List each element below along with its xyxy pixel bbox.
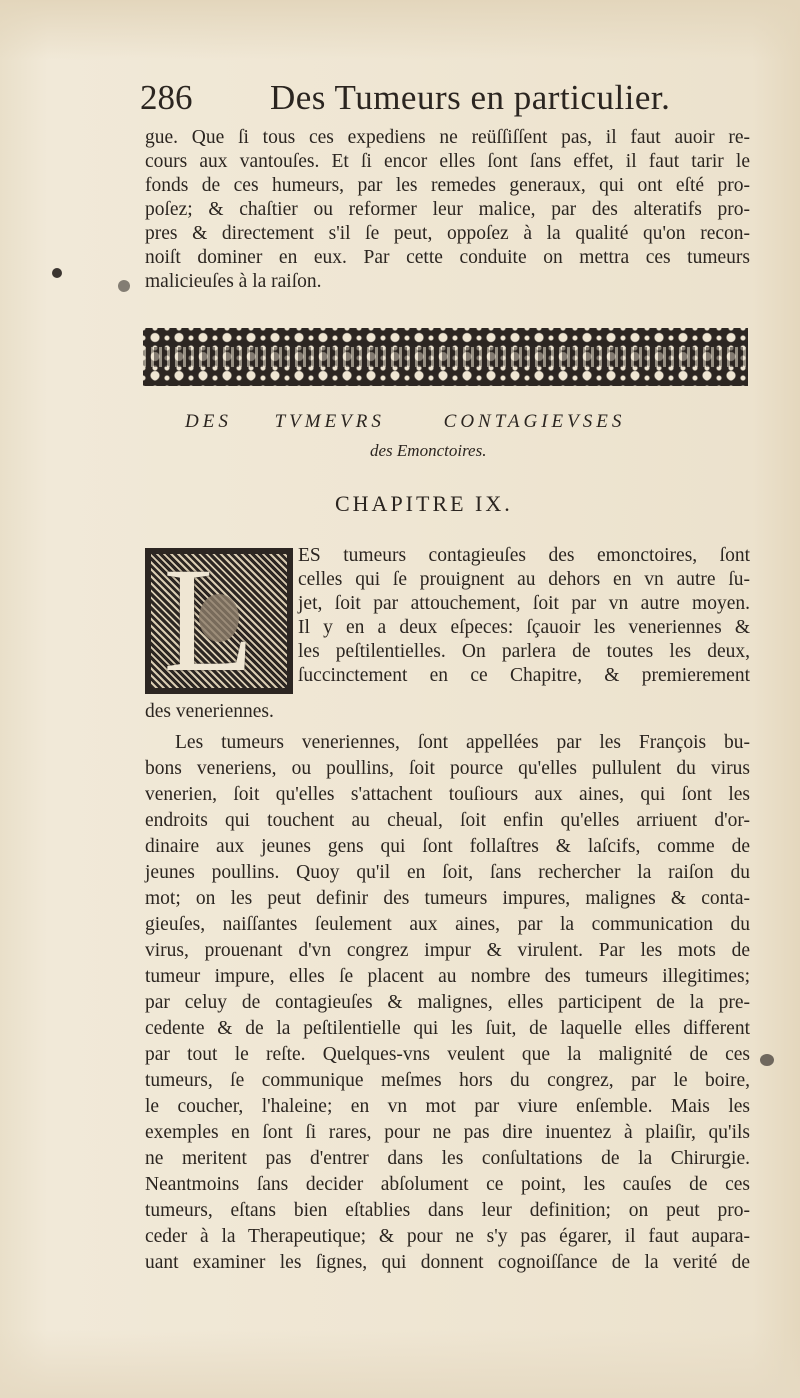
text-line: celles qui ſe prouignent au dehors en vn autre ſu- bbox=[298, 569, 750, 590]
margin-ink-spot bbox=[52, 268, 62, 278]
text-line: Il y en a deux eſpeces: ſçauoir les veneriennes & bbox=[298, 617, 750, 638]
text-line: jeunes poullins. Quoy qu'il en ſoit, ſans rechercher la raiſon du bbox=[145, 862, 750, 883]
page-top-stain bbox=[0, 0, 800, 60]
running-header bbox=[140, 75, 750, 121]
text-line: ne meritent pas d'entrer dans les conſultations de la Chirurgie. bbox=[145, 1148, 750, 1169]
text-line: cours aux vantouſes. Et ſi encor elles ſont ſans effet, il faut tarir le bbox=[145, 151, 750, 172]
text-line: mot; on les peut definir des tumeurs impures, malignes & conta- bbox=[145, 888, 750, 909]
section-title-word: TVMEVRS bbox=[274, 411, 385, 432]
section-title-word: CONTAGIEVSES bbox=[443, 411, 626, 432]
text-line: tumeurs, ſe communique meſmes hors du congrez, par le boire, bbox=[145, 1070, 750, 1091]
text-line: ceder à la Therapeutique; & pour ne s'y pas égarer, il faut aupara- bbox=[145, 1226, 750, 1247]
text-line: tumeurs, eſtans bien eſtablies dans leur definition; on peut pro- bbox=[145, 1200, 750, 1221]
text-line: par tout le reſte. Quelques-vns veulent que la malignité de ces bbox=[145, 1044, 750, 1065]
text-line: le coucher, l'haleine; en vn mot par viure enſemble. Mais les bbox=[145, 1096, 750, 1117]
text-line: dinaire aux jeunes gens qui ſont follaſtres & laſcifs, comme de bbox=[145, 836, 750, 857]
text-line: gieuſes, naiſſantes ſeulement aux aines, par la communication du bbox=[145, 914, 750, 935]
text-line: pres & directement s'il ſe peut, oppoſez à la qualité qu'on recon- bbox=[145, 223, 750, 244]
text-line: poſez; & chaſtier ou reformer leur malice, par des alteratifs pro- bbox=[145, 199, 750, 220]
text-line: ſuccinctement en ce Chapitre, & premierement bbox=[298, 665, 750, 686]
text-line: les peſtilentielles. On parlera de toutes les deux, bbox=[298, 641, 750, 662]
initial-letter: L bbox=[163, 548, 255, 694]
margin-ink-spot bbox=[118, 280, 130, 292]
ornate-initial bbox=[145, 548, 293, 694]
text-line: uant examiner les ſignes, qui donnent cognoiſſance de la verité de bbox=[145, 1252, 750, 1273]
running-title: Des Tumeurs en particulier. bbox=[270, 78, 671, 117]
text-line: Neantmoins ſans decider abſolument ce point, les cauſes de ces bbox=[145, 1174, 750, 1195]
text-line: jet, ſoit par attouchement, ſoit par vn autre moyen. bbox=[298, 593, 750, 614]
text-line: ES tumeurs contagieuſes des emonctoires, ſont bbox=[298, 545, 750, 566]
text-line: exemples en ſont ſi rares, pour ne pas dire inuentez à plaiſir, qu'ils bbox=[145, 1122, 750, 1143]
chapter-heading: CHAPITRE IX. bbox=[335, 491, 513, 516]
section-title-word: DES bbox=[185, 411, 232, 432]
text-line: noiſt dominer en eux. Par cette conduite on mettra ces tumeurs bbox=[145, 247, 750, 268]
text-line: par celuy de contagieuſes & malignes, elles participent de la pre- bbox=[145, 992, 750, 1013]
text-line: cedente & de la peſtilentielle qui les ſuit, de laquelle elles different bbox=[145, 1018, 750, 1039]
page-bottom-stain bbox=[0, 1330, 800, 1398]
text-line: des veneriennes. bbox=[145, 701, 274, 722]
text-line: malicieuſes à la raiſon. bbox=[145, 271, 322, 292]
section-subtitle: des Emonctoires. bbox=[370, 441, 487, 460]
section-title bbox=[185, 411, 725, 433]
page-number: 286 bbox=[140, 78, 193, 117]
headband-band bbox=[143, 347, 748, 367]
text-line: bons veneriens, ou poullins, ſoit pource qu'elles pullulent du virus bbox=[145, 758, 750, 779]
text-line: venerien, ſoit qu'elles s'attachent touſiours aux aines, qui ſont les bbox=[145, 784, 750, 805]
text-line: Les tumeurs veneriennes, ſont appellées par les François bu- bbox=[175, 732, 750, 753]
text-line: tumeur impure, elles ſe placent au nombre des tumeurs illegitimes; bbox=[145, 966, 750, 987]
decorative-headband bbox=[143, 328, 748, 386]
text-line: endroits qui touchent au cheual, ſoit enfin qu'elles arriuent d'or- bbox=[145, 810, 750, 831]
text-line: virus, prouenant d'vn congrez impur & virulent. Par les mots de bbox=[145, 940, 750, 961]
text-line: fonds de ces humeurs, par les remedes generaux, qui ont eſté pro- bbox=[145, 175, 750, 196]
text-line: gue. Que ſi tous ces expediens ne reüſſiſſent pas, il faut auoir re- bbox=[145, 127, 750, 148]
margin-ink-spot bbox=[760, 1054, 774, 1066]
